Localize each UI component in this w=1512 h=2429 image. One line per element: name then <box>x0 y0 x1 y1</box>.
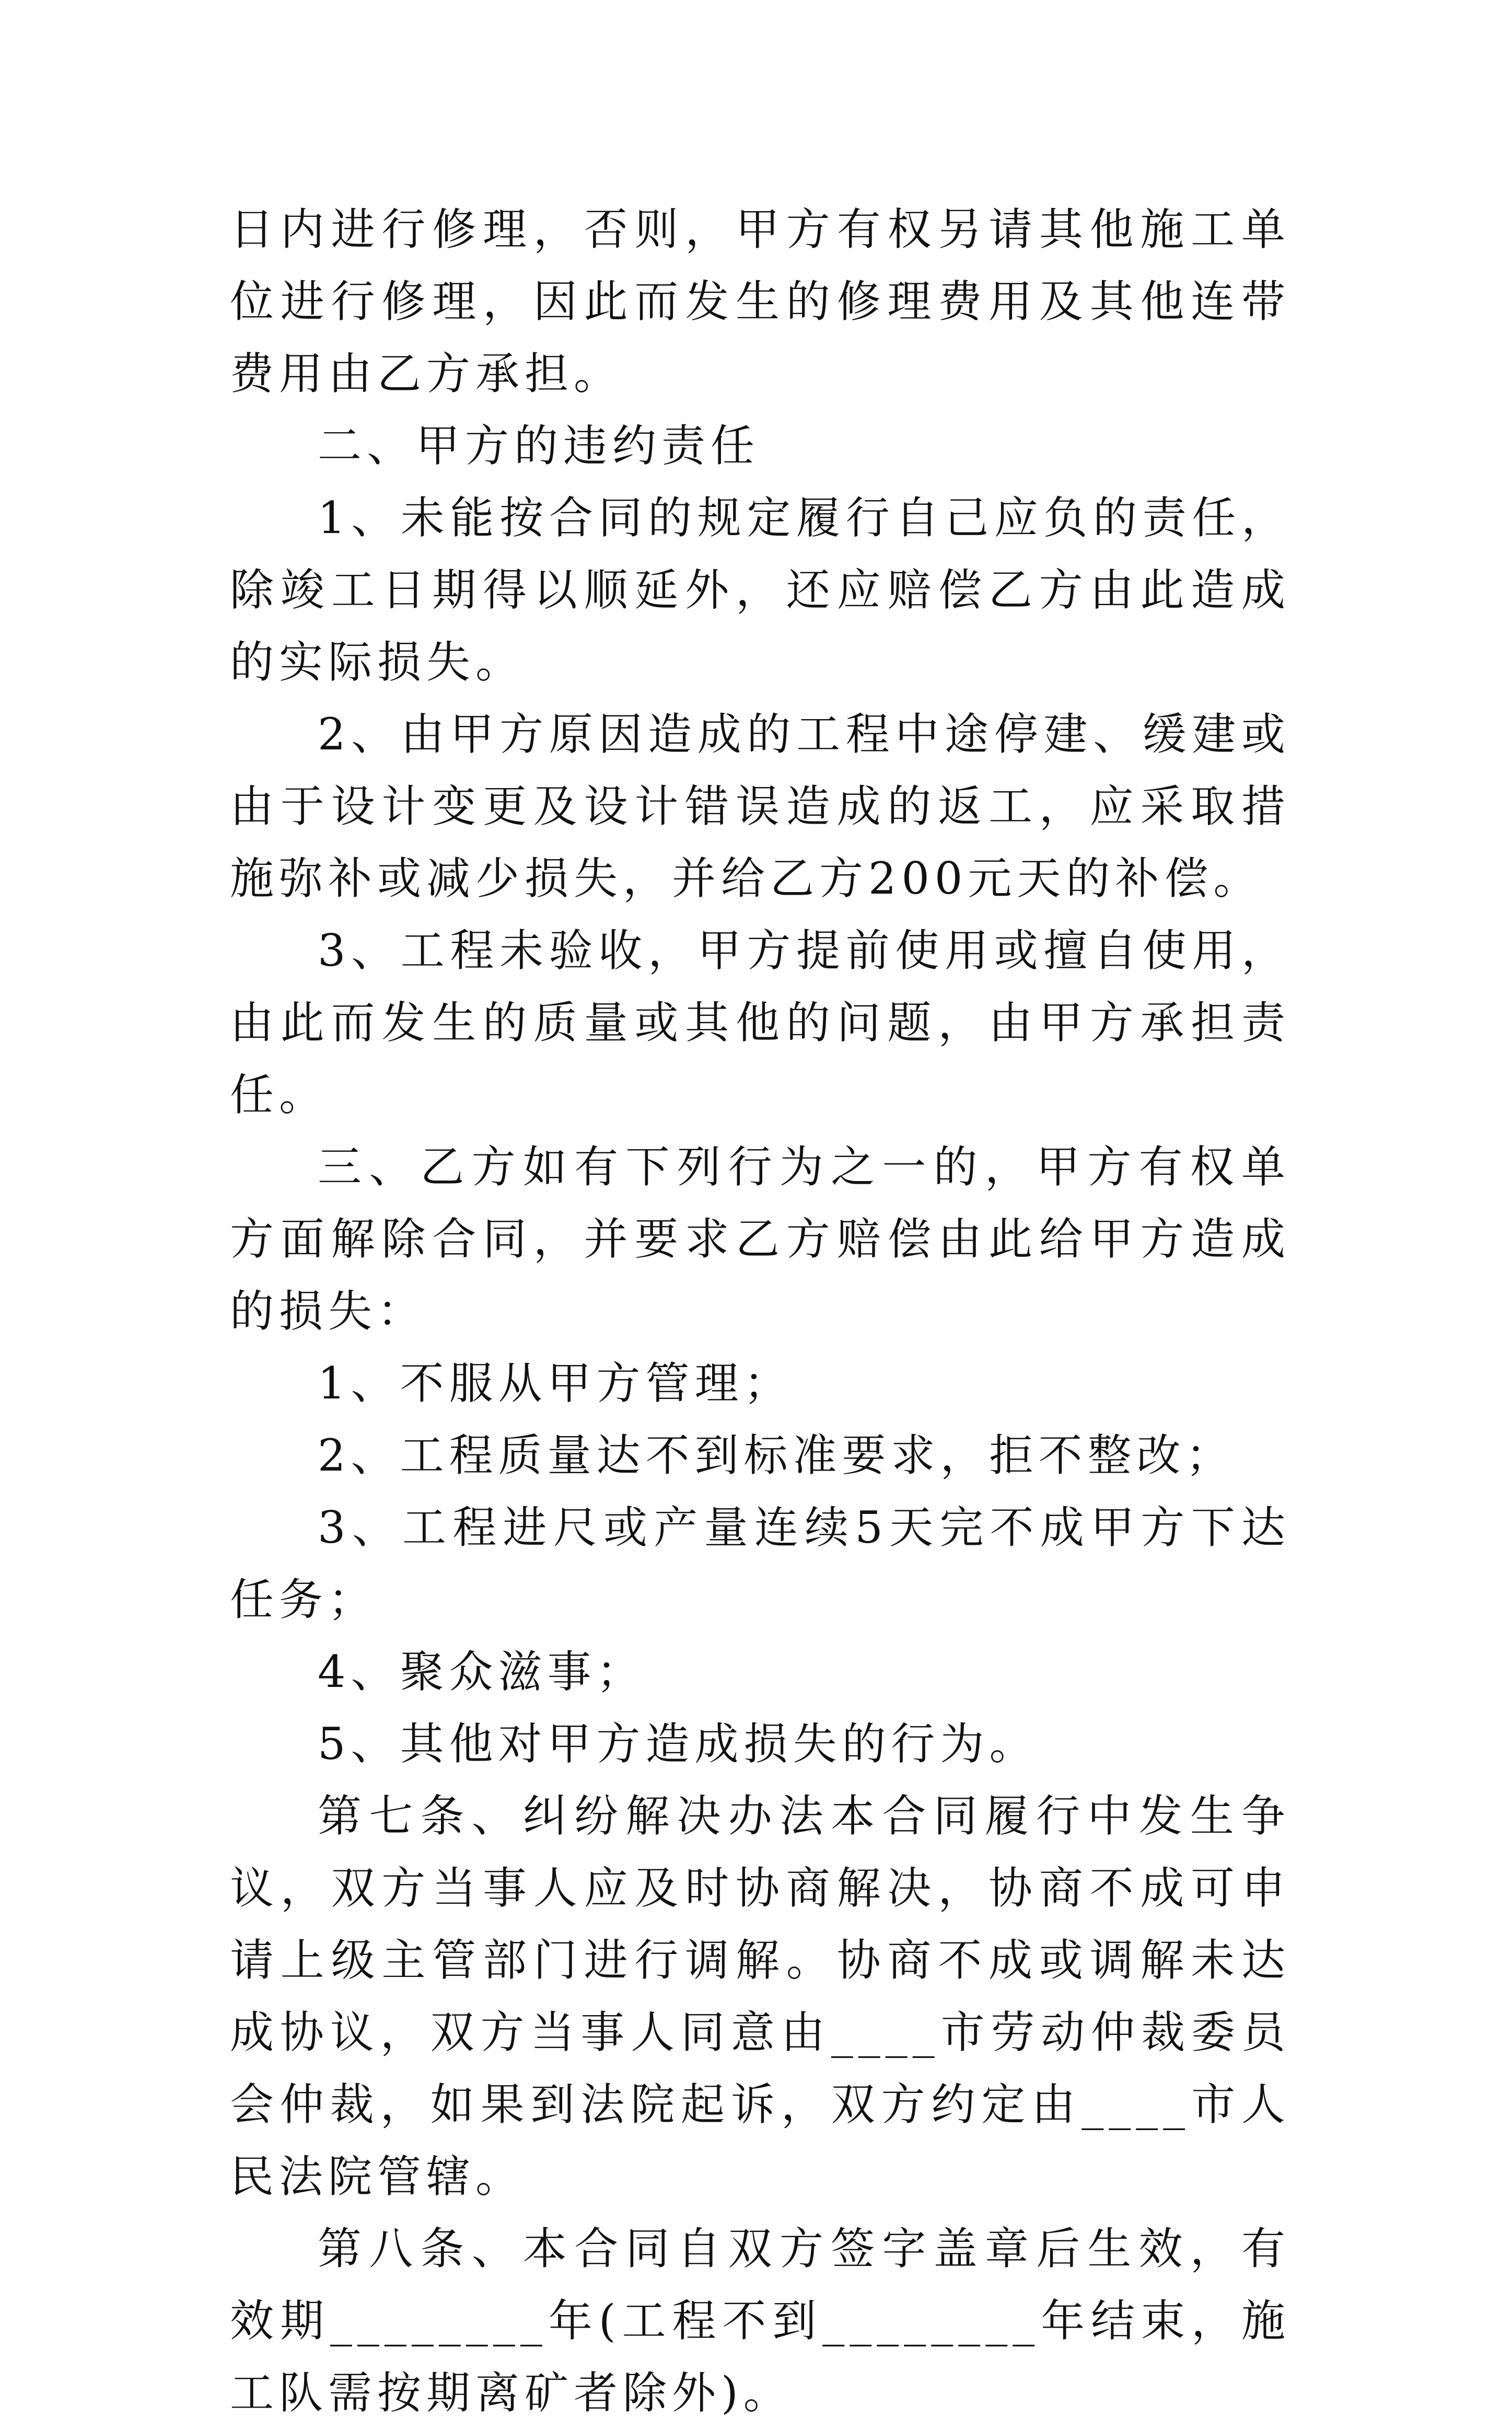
clause-3-3: 3、工程进尺或产量连续5天完不成甲方下达任务； <box>230 1502 1290 1625</box>
article-7-dispute-resolution: 第七条、纠纷解决办法本合同履行中发生争议，双方当事人应及时协商解决，协商不成可申请上级主管部门进行调解。协商不成或调解未达成协议，双方当事人同意由____市劳动仲裁委员会仲裁，如果到法院起诉，双方约定由____市人民法院管辖。 <box>230 1790 1290 2202</box>
clause-2-1: 1、未能按合同的规定履行自己应负的责任，除竣工日期得以顺延外，还应赔偿乙方由此造成的实际损失。 <box>230 492 1290 688</box>
document-body <box>230 193 1290 2429</box>
section-heading-party-a-liability: 二、甲方的违约责任 <box>318 420 760 471</box>
clause-3-5: 5、其他对甲方造成损失的行为。 <box>318 1718 1039 1769</box>
clause-3-4: 4、聚众滋事； <box>318 1646 646 1697</box>
clause-3-1: 1、不服从甲方管理； <box>318 1358 793 1409</box>
article-8-effectiveness: 第八条、本合同自双方签字盖章后生效，有效期________年(工程不到________年结束，施工队需按期离矿者除外)。 <box>230 2223 1290 2419</box>
clause-3-2: 2、工程质量达不到标准要求，拒不整改； <box>318 1430 1235 1481</box>
clause-2-3: 3、工程未验收，甲方提前使用或擅自使用，由此而发生的质量或其他的问题，由甲方承担责任。 <box>230 925 1290 1120</box>
paragraph-continuation: 日内进行修理，否则，甲方有权另请其他施工单位进行修理，因此而发生的修理费用及其他连带费用由乙方承担。 <box>230 204 1290 399</box>
clause-2-2: 2、由甲方原因造成的工程中途停建、缓建或由于设计变更及设计错误造成的返工，应采取措施弥补或减少损失，并给乙方200元天的补偿。 <box>230 709 1290 904</box>
section-heading-termination: 三、乙方如有下列行为之一的，甲方有权单方面解除合同，并要求乙方赔偿由此给甲方造成的损失： <box>230 1141 1290 1337</box>
